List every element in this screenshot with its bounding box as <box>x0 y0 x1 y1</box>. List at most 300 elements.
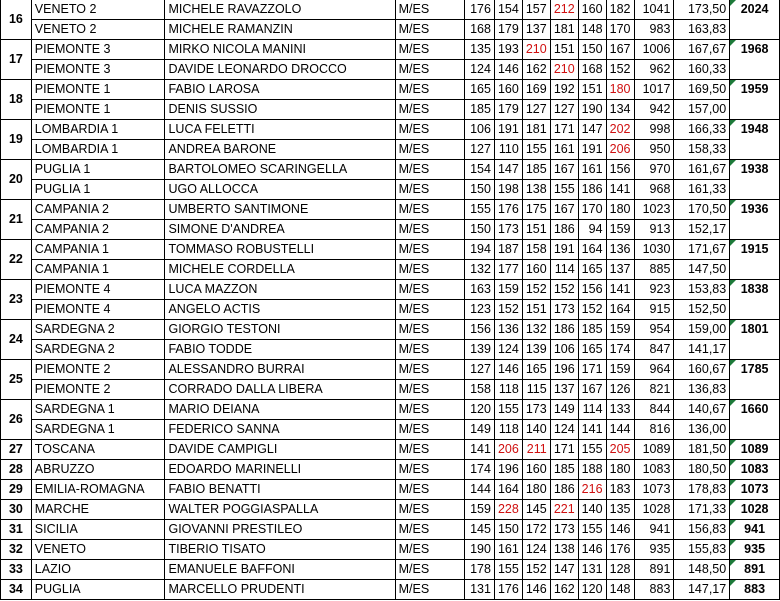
player-name-cell: TIBERIO TISATO <box>165 540 395 560</box>
game-score-cell: 173 <box>522 400 550 420</box>
category-cell: M/ES <box>395 440 464 460</box>
game-score-cell: 178 <box>465 560 495 580</box>
player-name-cell: FABIO TODDE <box>165 340 395 360</box>
category-cell: M/ES <box>395 220 464 240</box>
comment-marker-icon <box>730 360 736 366</box>
player-total-cell: 1023 <box>634 200 674 220</box>
game-score-cell: 164 <box>606 300 634 320</box>
table-row <box>1 340 780 360</box>
player-total-cell: 962 <box>634 60 674 80</box>
player-total-cell: 942 <box>634 100 674 120</box>
game-score-cell: 159 <box>606 320 634 340</box>
player-total-cell: 821 <box>634 380 674 400</box>
player-average-cell: 166,33 <box>674 120 730 140</box>
region-cell: SICILIA <box>31 520 165 540</box>
game-score-cell: 127 <box>465 360 495 380</box>
region-cell: PIEMONTE 4 <box>31 300 165 320</box>
game-score-cell: 151 <box>550 40 578 60</box>
game-score-cell: 114 <box>578 400 606 420</box>
game-score-cell: 132 <box>522 320 550 340</box>
game-score-cell: 202 <box>606 120 634 140</box>
game-score-cell: 132 <box>465 260 495 280</box>
table-row <box>1 520 780 540</box>
game-score-cell: 146 <box>494 60 522 80</box>
table-row <box>1 460 780 480</box>
position-cell: 24 <box>1 320 32 360</box>
player-average-cell: 161,33 <box>674 180 730 200</box>
game-score-cell: 149 <box>550 400 578 420</box>
player-total-cell: 1073 <box>634 480 674 500</box>
game-score-cell: 133 <box>606 400 634 420</box>
player-name-cell: GIORGIO TESTONI <box>165 320 395 340</box>
game-score-cell: 158 <box>465 380 495 400</box>
player-name-cell: GIOVANNI PRESTILEO <box>165 520 395 540</box>
player-total-cell: 847 <box>634 340 674 360</box>
category-cell: M/ES <box>395 140 464 160</box>
comment-marker-icon <box>730 280 736 286</box>
table-row <box>1 300 780 320</box>
player-name-cell: LUCA FELETTI <box>165 120 395 140</box>
position-cell: 23 <box>1 280 32 320</box>
player-total-cell: 1028 <box>634 500 674 520</box>
game-score-cell: 137 <box>550 380 578 400</box>
player-name-cell: MICHELE CORDELLA <box>165 260 395 280</box>
team-total-value: 883 <box>744 582 766 596</box>
game-score-cell: 147 <box>550 560 578 580</box>
team-total-cell <box>730 240 780 280</box>
game-score-cell: 186 <box>578 180 606 200</box>
region-cell: LOMBARDIA 1 <box>31 120 165 140</box>
game-score-cell: 148 <box>578 20 606 40</box>
player-name-cell: FABIO BENATTI <box>165 480 395 500</box>
game-score-cell: 176 <box>465 0 495 20</box>
team-total-value: 1968 <box>740 42 769 56</box>
team-total-cell <box>730 280 780 320</box>
game-score-cell: 146 <box>494 360 522 380</box>
team-total-cell <box>730 480 780 500</box>
game-score-cell: 173 <box>494 220 522 240</box>
category-cell: M/ES <box>395 20 464 40</box>
game-score-cell: 161 <box>550 140 578 160</box>
team-total-cell <box>730 440 780 460</box>
player-average-cell: 155,83 <box>674 540 730 560</box>
game-score-cell: 124 <box>494 340 522 360</box>
game-score-cell: 145 <box>465 520 495 540</box>
game-score-cell: 155 <box>494 400 522 420</box>
game-score-cell: 191 <box>494 120 522 140</box>
game-score-cell: 206 <box>606 140 634 160</box>
position-cell: 16 <box>1 0 32 40</box>
table-row <box>1 100 780 120</box>
player-average-cell: 157,00 <box>674 100 730 120</box>
game-score-cell: 120 <box>465 400 495 420</box>
position-cell: 18 <box>1 80 32 120</box>
game-score-cell: 172 <box>522 520 550 540</box>
region-cell: VENETO 2 <box>31 20 165 40</box>
region-cell: PIEMONTE 4 <box>31 280 165 300</box>
position-cell: 34 <box>1 580 32 600</box>
table-row <box>1 480 780 500</box>
comment-marker-icon <box>730 240 736 246</box>
game-score-cell: 128 <box>606 560 634 580</box>
region-cell: PIEMONTE 1 <box>31 80 165 100</box>
game-score-cell: 205 <box>606 440 634 460</box>
game-score-cell: 212 <box>550 0 578 20</box>
game-score-cell: 193 <box>494 40 522 60</box>
player-average-cell: 159,00 <box>674 320 730 340</box>
region-cell: PIEMONTE 3 <box>31 40 165 60</box>
team-total-value: 1028 <box>740 502 769 516</box>
game-score-cell: 221 <box>550 500 578 520</box>
comment-marker-icon <box>730 560 736 566</box>
position-cell: 27 <box>1 440 32 460</box>
region-cell: LOMBARDIA 1 <box>31 140 165 160</box>
game-score-cell: 124 <box>522 540 550 560</box>
game-score-cell: 137 <box>522 20 550 40</box>
comment-marker-icon <box>730 500 736 506</box>
game-score-cell: 140 <box>578 500 606 520</box>
game-score-cell: 190 <box>465 540 495 560</box>
player-average-cell: 140,67 <box>674 400 730 420</box>
team-total-value: 1660 <box>740 402 769 416</box>
player-total-cell: 883 <box>634 580 674 600</box>
game-score-cell: 139 <box>522 340 550 360</box>
game-score-cell: 168 <box>465 20 495 40</box>
player-name-cell: UGO ALLOCCA <box>165 180 395 200</box>
comment-marker-icon <box>730 480 736 486</box>
game-score-cell: 179 <box>494 20 522 40</box>
game-score-cell: 174 <box>465 460 495 480</box>
game-score-cell: 131 <box>578 560 606 580</box>
game-score-cell: 139 <box>465 340 495 360</box>
game-score-cell: 146 <box>522 580 550 600</box>
player-name-cell: LUCA MAZZON <box>165 280 395 300</box>
comment-marker-icon <box>730 160 736 166</box>
player-average-cell: 147,50 <box>674 260 730 280</box>
game-score-cell: 158 <box>522 240 550 260</box>
game-score-cell: 180 <box>606 460 634 480</box>
player-name-cell: MICHELE RAMANZIN <box>165 20 395 40</box>
player-total-cell: 1041 <box>634 0 674 20</box>
game-score-cell: 180 <box>606 200 634 220</box>
player-average-cell: 148,50 <box>674 560 730 580</box>
game-score-cell: 115 <box>522 380 550 400</box>
position-cell: 28 <box>1 460 32 480</box>
player-total-cell: 891 <box>634 560 674 580</box>
region-cell: VENETO 2 <box>31 0 165 20</box>
team-total-cell <box>730 520 780 540</box>
game-score-cell: 186 <box>550 220 578 240</box>
game-score-cell: 179 <box>494 100 522 120</box>
position-cell: 31 <box>1 520 32 540</box>
comment-marker-icon <box>730 200 736 206</box>
player-total-cell: 954 <box>634 320 674 340</box>
region-cell: CAMPANIA 1 <box>31 240 165 260</box>
player-name-cell: FEDERICO SANNA <box>165 420 395 440</box>
category-cell: M/ES <box>395 300 464 320</box>
team-total-value: 1838 <box>740 282 769 296</box>
game-score-cell: 134 <box>606 100 634 120</box>
player-average-cell: 169,50 <box>674 80 730 100</box>
player-total-cell: 983 <box>634 20 674 40</box>
game-score-cell: 154 <box>465 160 495 180</box>
table-row <box>1 380 780 400</box>
team-total-value: 1936 <box>740 202 769 216</box>
game-score-cell: 171 <box>578 360 606 380</box>
game-score-cell: 181 <box>550 20 578 40</box>
category-cell: M/ES <box>395 340 464 360</box>
player-name-cell: FABIO LAROSA <box>165 80 395 100</box>
category-cell: M/ES <box>395 80 464 100</box>
team-total-value: 1938 <box>740 162 769 176</box>
player-total-cell: 844 <box>634 400 674 420</box>
player-total-cell: 968 <box>634 180 674 200</box>
position-cell: 21 <box>1 200 32 240</box>
game-score-cell: 144 <box>465 480 495 500</box>
game-score-cell: 124 <box>465 60 495 80</box>
game-score-cell: 135 <box>606 500 634 520</box>
category-cell: M/ES <box>395 100 464 120</box>
player-total-cell: 1083 <box>634 460 674 480</box>
standings-body <box>1 0 780 600</box>
game-score-cell: 165 <box>578 260 606 280</box>
game-score-cell: 110 <box>494 140 522 160</box>
team-total-value: 1801 <box>740 322 769 336</box>
game-score-cell: 188 <box>578 460 606 480</box>
player-average-cell: 136,00 <box>674 420 730 440</box>
player-name-cell: DAVIDE CAMPIGLI <box>165 440 395 460</box>
player-name-cell: MICHELE RAVAZZOLO <box>165 0 395 20</box>
game-score-cell: 150 <box>465 220 495 240</box>
game-score-cell: 180 <box>522 480 550 500</box>
player-total-cell: 964 <box>634 360 674 380</box>
game-score-cell: 155 <box>494 560 522 580</box>
table-row <box>1 260 780 280</box>
game-score-cell: 135 <box>465 40 495 60</box>
game-score-cell: 152 <box>522 560 550 580</box>
position-cell: 19 <box>1 120 32 160</box>
position-cell: 22 <box>1 240 32 280</box>
table-row <box>1 80 780 100</box>
game-score-cell: 151 <box>578 80 606 100</box>
category-cell: M/ES <box>395 280 464 300</box>
game-score-cell: 152 <box>606 60 634 80</box>
game-score-cell: 164 <box>578 240 606 260</box>
game-score-cell: 147 <box>494 160 522 180</box>
game-score-cell: 155 <box>578 520 606 540</box>
team-total-value: 1083 <box>740 462 769 476</box>
game-score-cell: 169 <box>522 80 550 100</box>
team-total-cell <box>730 40 780 80</box>
player-name-cell: ALESSANDRO BURRAI <box>165 360 395 380</box>
table-row <box>1 240 780 260</box>
game-score-cell: 150 <box>494 520 522 540</box>
game-score-cell: 185 <box>550 460 578 480</box>
game-score-cell: 173 <box>550 300 578 320</box>
game-score-cell: 106 <box>550 340 578 360</box>
game-score-cell: 147 <box>578 120 606 140</box>
player-average-cell: 152,17 <box>674 220 730 240</box>
table-row <box>1 540 780 560</box>
team-total-cell <box>730 540 780 560</box>
player-name-cell: TOMMASO ROBUSTELLI <box>165 240 395 260</box>
region-cell: CAMPANIA 2 <box>31 220 165 240</box>
game-score-cell: 137 <box>606 260 634 280</box>
region-cell: SARDEGNA 2 <box>31 340 165 360</box>
team-total-cell <box>730 200 780 240</box>
region-cell: SARDEGNA 1 <box>31 420 165 440</box>
game-score-cell: 159 <box>606 360 634 380</box>
game-score-cell: 186 <box>550 320 578 340</box>
game-score-cell: 114 <box>550 260 578 280</box>
game-score-cell: 170 <box>578 200 606 220</box>
game-score-cell: 206 <box>494 440 522 460</box>
game-score-cell: 156 <box>606 160 634 180</box>
game-score-cell: 141 <box>606 180 634 200</box>
game-score-cell: 167 <box>606 40 634 60</box>
game-score-cell: 187 <box>494 240 522 260</box>
player-name-cell: DENIS SUSSIO <box>165 100 395 120</box>
region-cell: LAZIO <box>31 560 165 580</box>
position-cell: 29 <box>1 480 32 500</box>
category-cell: M/ES <box>395 0 464 20</box>
team-total-cell <box>730 400 780 440</box>
game-score-cell: 211 <box>522 440 550 460</box>
game-score-cell: 175 <box>522 200 550 220</box>
player-average-cell: 147,17 <box>674 580 730 600</box>
player-total-cell: 935 <box>634 540 674 560</box>
game-score-cell: 170 <box>606 20 634 40</box>
position-cell: 17 <box>1 40 32 80</box>
table-row <box>1 440 780 460</box>
game-score-cell: 141 <box>578 420 606 440</box>
category-cell: M/ES <box>395 560 464 580</box>
game-score-cell: 165 <box>522 360 550 380</box>
region-cell: ABRUZZO <box>31 460 165 480</box>
category-cell: M/ES <box>395 460 464 480</box>
game-score-cell: 155 <box>550 180 578 200</box>
player-average-cell: 171,33 <box>674 500 730 520</box>
table-row <box>1 580 780 600</box>
game-score-cell: 94 <box>578 220 606 240</box>
player-name-cell: MARIO DEIANA <box>165 400 395 420</box>
player-name-cell: WALTER POGGIASPALLA <box>165 500 395 520</box>
game-score-cell: 118 <box>494 420 522 440</box>
player-name-cell: EMANUELE BAFFONI <box>165 560 395 580</box>
player-total-cell: 885 <box>634 260 674 280</box>
table-row <box>1 60 780 80</box>
player-average-cell: 153,83 <box>674 280 730 300</box>
game-score-cell: 141 <box>465 440 495 460</box>
region-cell: PUGLIA 1 <box>31 160 165 180</box>
player-total-cell: 923 <box>634 280 674 300</box>
game-score-cell: 198 <box>494 180 522 200</box>
region-cell: MARCHE <box>31 500 165 520</box>
player-total-cell: 1006 <box>634 40 674 60</box>
region-cell: PUGLIA <box>31 580 165 600</box>
category-cell: M/ES <box>395 240 464 260</box>
game-score-cell: 120 <box>578 580 606 600</box>
game-score-cell: 127 <box>550 100 578 120</box>
game-score-cell: 160 <box>522 260 550 280</box>
table-row <box>1 560 780 580</box>
team-total-cell <box>730 160 780 200</box>
comment-marker-icon <box>730 460 736 466</box>
player-average-cell: 141,17 <box>674 340 730 360</box>
game-score-cell: 176 <box>494 580 522 600</box>
table-row <box>1 20 780 40</box>
team-total-cell <box>730 460 780 480</box>
position-cell: 32 <box>1 540 32 560</box>
comment-marker-icon <box>730 580 736 586</box>
category-cell: M/ES <box>395 40 464 60</box>
player-name-cell: BARTOLOMEO SCARINGELLA <box>165 160 395 180</box>
player-name-cell: ANDREA BARONE <box>165 140 395 160</box>
team-total-cell <box>730 500 780 520</box>
game-score-cell: 144 <box>606 420 634 440</box>
game-score-cell: 160 <box>494 80 522 100</box>
player-average-cell: 161,67 <box>674 160 730 180</box>
game-score-cell: 167 <box>578 380 606 400</box>
game-score-cell: 176 <box>606 540 634 560</box>
table-row <box>1 280 780 300</box>
game-score-cell: 196 <box>550 360 578 380</box>
player-average-cell: 178,83 <box>674 480 730 500</box>
game-score-cell: 131 <box>465 580 495 600</box>
region-cell: EMILIA-ROMAGNA <box>31 480 165 500</box>
game-score-cell: 140 <box>522 420 550 440</box>
table-row <box>1 500 780 520</box>
game-score-cell: 167 <box>550 160 578 180</box>
game-score-cell: 176 <box>494 200 522 220</box>
player-average-cell: 156,83 <box>674 520 730 540</box>
game-score-cell: 185 <box>578 320 606 340</box>
region-cell: VENETO <box>31 540 165 560</box>
comment-marker-icon <box>730 540 736 546</box>
game-score-cell: 165 <box>465 80 495 100</box>
team-total-value: 1915 <box>740 242 769 256</box>
game-score-cell: 157 <box>522 0 550 20</box>
game-score-cell: 152 <box>550 280 578 300</box>
team-total-value: 891 <box>744 562 766 576</box>
table-row <box>1 220 780 240</box>
game-score-cell: 148 <box>606 580 634 600</box>
player-average-cell: 160,67 <box>674 360 730 380</box>
player-average-cell: 158,33 <box>674 140 730 160</box>
team-total-cell <box>730 560 780 580</box>
region-cell: CAMPANIA 1 <box>31 260 165 280</box>
game-score-cell: 191 <box>550 240 578 260</box>
player-name-cell: EDOARDO MARINELLI <box>165 460 395 480</box>
game-score-cell: 165 <box>578 340 606 360</box>
category-cell: M/ES <box>395 120 464 140</box>
player-average-cell: 167,67 <box>674 40 730 60</box>
game-score-cell: 162 <box>522 60 550 80</box>
game-score-cell: 160 <box>578 0 606 20</box>
game-score-cell: 196 <box>494 460 522 480</box>
player-total-cell: 970 <box>634 160 674 180</box>
table-row <box>1 360 780 380</box>
category-cell: M/ES <box>395 380 464 400</box>
player-name-cell: MIRKO NICOLA MANINI <box>165 40 395 60</box>
game-score-cell: 173 <box>550 520 578 540</box>
comment-marker-icon <box>730 440 736 446</box>
game-score-cell: 159 <box>494 280 522 300</box>
game-score-cell: 210 <box>550 60 578 80</box>
game-score-cell: 126 <box>606 380 634 400</box>
game-score-cell: 150 <box>578 40 606 60</box>
game-score-cell: 145 <box>522 500 550 520</box>
